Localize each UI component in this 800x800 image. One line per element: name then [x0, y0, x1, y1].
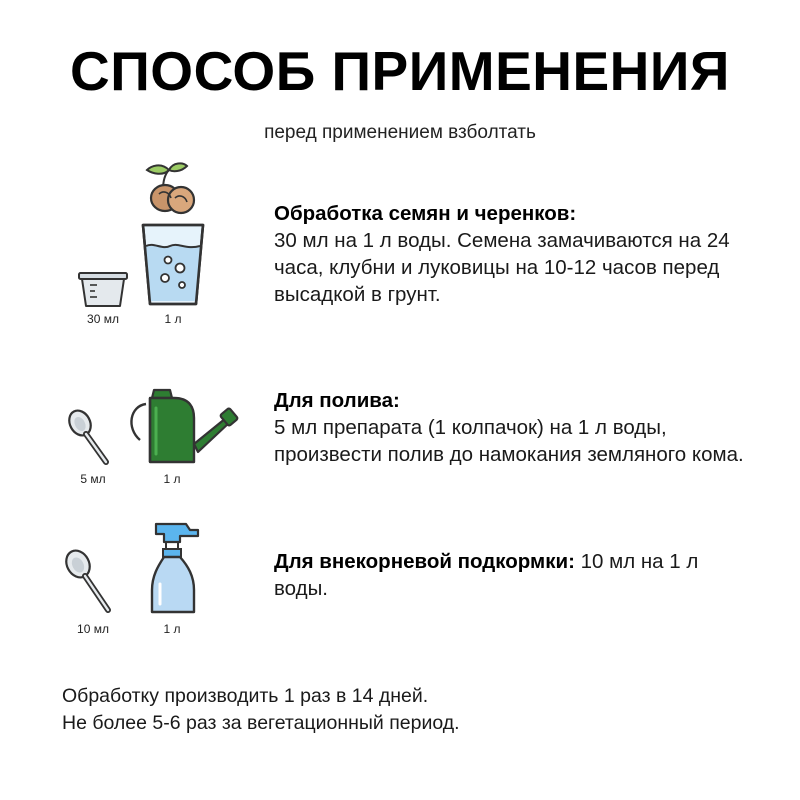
- section-text: 5 мл препарата (1 колпачок) на 1 л воды, произвести полив до намокания земляного кома.: [274, 416, 744, 466]
- section-seed-treatment: [274, 200, 754, 308]
- section-heading: Обработка семян и черенков:: [274, 202, 577, 225]
- section-watering: [274, 387, 754, 468]
- spoon-icon: [66, 408, 114, 466]
- icon-caption: 1 л: [163, 622, 181, 636]
- measuring-cup-icon: [78, 270, 128, 308]
- watering-can-icon: [126, 388, 238, 468]
- spray-bottle-icon: [150, 520, 204, 616]
- icon-caption: 1 л: [164, 312, 182, 326]
- footer-note: [62, 683, 460, 737]
- page-title: СПОСОБ ПРИМЕНЕНИЯ: [70, 40, 730, 102]
- icon-caption: 5 мл: [80, 472, 106, 486]
- section-text: 30 мл на 1 л воды. Семена замачиваются на 24 часа, клубни и луковицы на 10-12 часов перед высадкой в грунт.: [274, 229, 730, 306]
- section-foliar-feeding: [274, 548, 704, 602]
- footer-line: Обработку производить 1 раз в 14 дней.: [62, 685, 429, 707]
- water-glass-icon: [140, 222, 206, 308]
- section-heading: Для полива:: [274, 389, 400, 412]
- icon-caption: 10 мл: [77, 622, 109, 636]
- icon-caption: 1 л: [163, 472, 181, 486]
- seed-sprout-icon: [143, 160, 203, 220]
- page-subtitle: перед применением взболтать: [264, 122, 536, 143]
- spoon-icon: [63, 548, 115, 614]
- section-text: 10 мл на 1 л воды.: [274, 550, 699, 600]
- section-heading: Для внекорневой подкормки:: [274, 550, 575, 573]
- icon-caption: 30 мл: [87, 312, 119, 326]
- footer-line: Не более 5-6 раз за вегетационный период.: [62, 712, 460, 734]
